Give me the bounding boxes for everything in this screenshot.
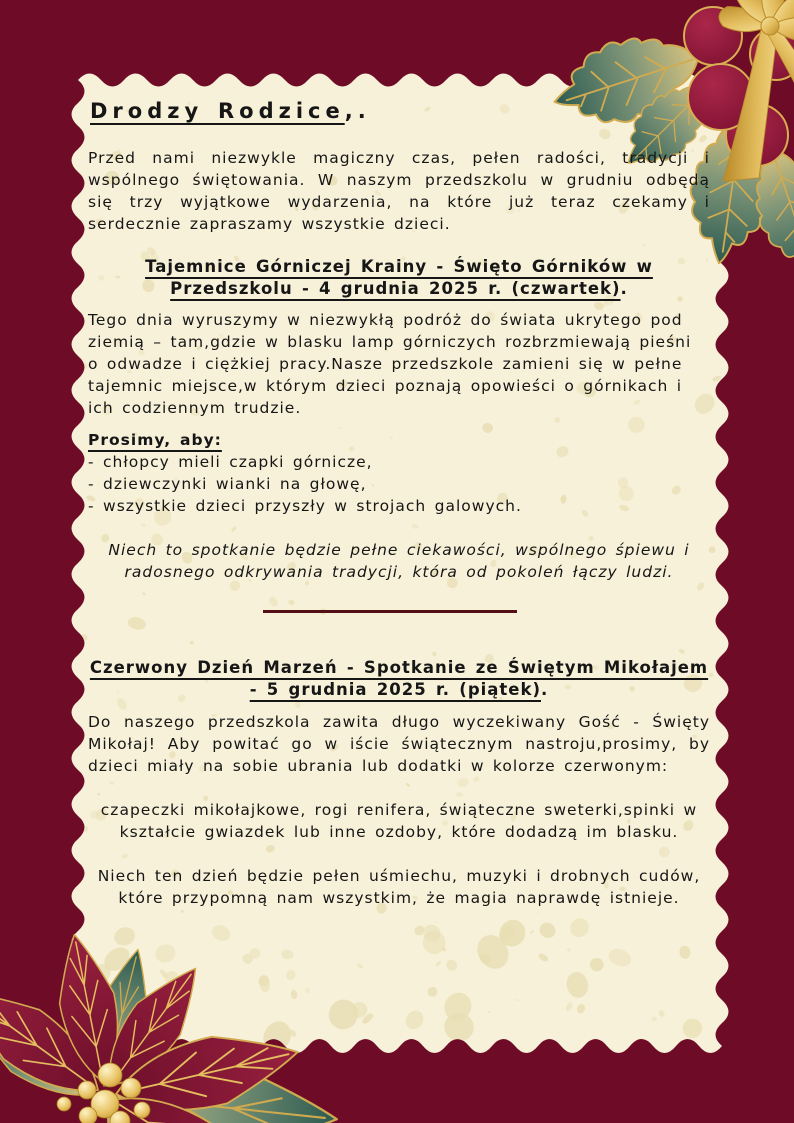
requests-heading: Prosimy, aby: bbox=[88, 431, 222, 449]
event2-closing: Niech ten dzień będzie pełen uśmiechu, muzyki i drobnych cudów, które przypomną nam wszystkim, że magia naprawdę istnieje. bbox=[97, 867, 701, 907]
letter-content bbox=[88, 0, 710, 909]
request-item: - wszystkie dzieci przyszły w strojach galowych. bbox=[88, 497, 522, 515]
event1-closing: Niech to spotkanie będzie pełne ciekawości, wspólnego śpiewu i radosnego odkrywania tradycji, która od pokoleń łączy ludzi. bbox=[108, 541, 690, 581]
request-item: - chłopcy mieli czapki górnicze, bbox=[88, 453, 373, 471]
event2-description: Do naszego przedszkola zawita długo wyczekiwany Gość - Święty Mikołaj! Aby powitać go w iście świątecznym nastroju,prosimy, by dzieci miały na sobie ubrania lub dodatki w kolorze czerwonym: bbox=[88, 713, 710, 775]
greeting-heading bbox=[90, 100, 710, 122]
event2-title: Czerwony Dzień Marzeń - Spotkanie ze Świętym Mikołajem - 5 grudnia 2025 r. (piątek). bbox=[89, 658, 709, 699]
greeting-text: Drodzy Rodzice bbox=[90, 99, 345, 123]
requests-list bbox=[88, 451, 710, 517]
request-item: - dziewczynki wianki na głowę, bbox=[88, 475, 367, 493]
intro-paragraph: Przed nami niezwykle magiczny czas, pełen radości, tradycji i wspólnego świętowania. W naszym przedszkolu w grudniu odbędą się trzy wyjątkowe wydarzenia, na które już teraz czekamy i serdecznie zapraszamy wszystkie dzieci. bbox=[88, 149, 710, 233]
event2-examples: czapeczki mikołajkowe, rogi renifera, świąteczne sweterki,spinki w kształcie gwiazdek lub inne ozdoby, które dodadzą im blasku. bbox=[100, 801, 698, 841]
greeting-suffix: ,. bbox=[344, 99, 371, 123]
event1-description: Tego dnia wyruszymy w niezwykłą podróż do świata ukrytego pod ziemią – tam,gdzie w blasku lamp górniczych rozbrzmiewają pieśni o odwadze i ciężkiej pracy.Nasze przedszkole zamieni się w pełne tajemnic miejsce,w którym dzieci poznają opowieści o górnikach i ich codziennym trudzie. bbox=[88, 311, 692, 417]
event1-title: Tajemnice Górniczej Krainy - Święto Górników w Przedszkolu - 4 grudnia 2025 r. (czwartek). bbox=[145, 257, 653, 298]
section-divider bbox=[263, 610, 517, 613]
